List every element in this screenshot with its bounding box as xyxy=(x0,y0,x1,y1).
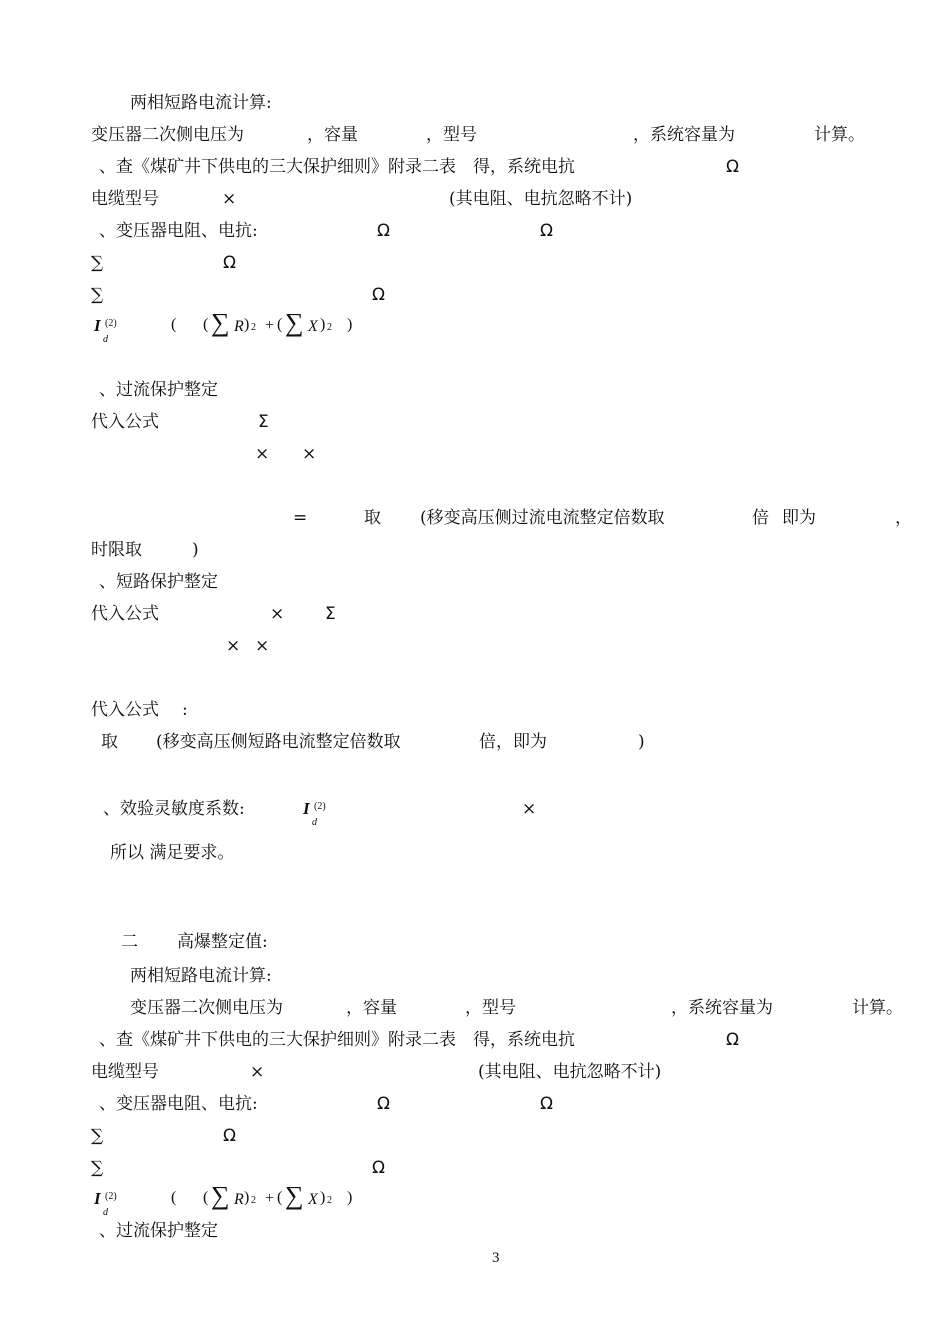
ohm-symbol: Ω xyxy=(223,253,236,273)
formula-x: X xyxy=(308,318,318,335)
ohm-symbol: Ω xyxy=(377,221,390,241)
times-symbol: × xyxy=(270,604,285,624)
times-symbol: × xyxy=(255,444,270,464)
time-limit-label: 时限取 xyxy=(91,540,142,560)
times-symbol: × xyxy=(302,444,317,464)
formula-sup: (2) xyxy=(105,318,117,329)
cable-note: (其电阻、电抗忽略不计) xyxy=(449,189,633,209)
calc-label: 计算。 xyxy=(814,125,865,145)
formula-plus: + xyxy=(265,1190,275,1207)
take-label: 取 xyxy=(364,508,381,528)
overcurrent-note: (移变高压侧过流电流整定倍数取 xyxy=(420,508,665,528)
times-word: 倍，即为 xyxy=(479,732,547,752)
transformer-voltage-label: 变压器二次侧电压为 xyxy=(130,998,283,1018)
formula-sub: d xyxy=(103,1207,108,1218)
ohm-symbol: Ω xyxy=(726,157,739,177)
sigma-icon: ∑ xyxy=(285,1181,304,1210)
formula-r: R xyxy=(234,1191,244,1208)
transformer-capacity-label: ，容量 xyxy=(307,125,358,145)
take-label: 取 xyxy=(101,732,118,752)
overcurrent-title: 、过流保护整定 xyxy=(99,380,218,400)
sensitivity-result: 所以 满足要求。 xyxy=(110,843,235,863)
formula-exp: 2 xyxy=(251,322,256,333)
section2-title: 高爆整定值: xyxy=(177,932,268,952)
ohm-symbol: Ω xyxy=(372,1158,385,1178)
formula-paren: ) xyxy=(320,1189,326,1206)
sum-r-sigma: ∑ xyxy=(91,1126,104,1146)
cable-model-label: 电缆型号 xyxy=(91,1062,159,1082)
overcurrent-title: 、过流保护整定 xyxy=(99,1221,218,1241)
formula-paren: ) xyxy=(244,1189,250,1206)
formula-open-paren: ( xyxy=(171,1189,177,1206)
formula-sub: d xyxy=(312,817,317,828)
times-symbol: × xyxy=(522,799,537,819)
times-word: 倍 xyxy=(752,508,769,528)
formula-i: I xyxy=(94,1189,101,1208)
sum-r-sigma: ∑ xyxy=(91,253,104,273)
formula-sub: d xyxy=(103,334,108,345)
section2-number: 二 xyxy=(121,932,138,952)
page-number: 3 xyxy=(492,1250,500,1266)
formula-close-paren: ) xyxy=(347,316,353,333)
shortcircuit-note: (移变高压侧短路电流整定倍数取 xyxy=(156,732,401,752)
step1-text: 、查《煤矿井下供电的三大保护细则》附录二表 得，系统电抗 xyxy=(99,157,575,177)
system-capacity-label: ，系统容量为 xyxy=(633,125,735,145)
close-paren: ) xyxy=(192,540,199,560)
ohm-symbol: Ω xyxy=(372,285,385,305)
sigma-icon: Σ xyxy=(325,604,336,624)
step1-text: 、查《煤矿井下供电的三大保护细则》附录二表 得，系统电抗 xyxy=(99,1030,575,1050)
sensitivity-formula xyxy=(303,793,343,829)
times-symbol: × xyxy=(222,189,237,209)
formula-r: R xyxy=(234,318,244,335)
colon: : xyxy=(182,700,188,720)
step2-text: 、变压器电阻、电抗: xyxy=(99,221,258,241)
ohm-symbol: Ω xyxy=(377,1094,390,1114)
shortcircuit-title: 、短路保护整定 xyxy=(99,572,218,592)
ohm-symbol: Ω xyxy=(223,1126,236,1146)
formula-close-paren: ) xyxy=(347,1189,353,1206)
sigma-icon: Σ xyxy=(258,412,269,432)
times-symbol: × xyxy=(226,636,241,656)
sigma-icon: ∑ xyxy=(211,1181,230,1210)
formula-sup: (2) xyxy=(314,801,326,812)
ohm-symbol: Ω xyxy=(540,221,553,241)
close-paren: ) xyxy=(638,732,645,752)
formula-paren: ( xyxy=(277,1189,283,1206)
formula-sup: (2) xyxy=(105,1191,117,1202)
cable-model-label: 电缆型号 xyxy=(91,189,159,209)
formula-paren: ( xyxy=(203,316,209,333)
formula-paren: ) xyxy=(244,316,250,333)
times-symbol: × xyxy=(250,1062,265,1082)
times-symbol: × xyxy=(255,636,270,656)
comma: ， xyxy=(895,508,912,528)
sum-x-sigma: ∑ xyxy=(91,1158,104,1178)
is-label: 即为 xyxy=(782,508,816,528)
formula-exp: 2 xyxy=(327,322,332,333)
transformer-voltage-label: 变压器二次侧电压为 xyxy=(91,125,244,145)
sigma-icon: ∑ xyxy=(211,308,230,337)
formula-paren: ( xyxy=(277,316,283,333)
formula-x: X xyxy=(308,1191,318,1208)
formula-label: 代入公式 xyxy=(91,412,159,432)
formula-open-paren: ( xyxy=(171,316,177,333)
short-circuit-formula xyxy=(91,310,391,346)
system-capacity-label: ，系统容量为 xyxy=(671,998,773,1018)
formula-label: 代入公式 xyxy=(91,700,159,720)
section2-heading: 两相短路电流计算: xyxy=(130,966,272,986)
calc-label: 计算。 xyxy=(852,998,903,1018)
ohm-symbol: Ω xyxy=(726,1030,739,1050)
formula-exp: 2 xyxy=(251,1195,256,1206)
step2-text: 、变压器电阻、电抗: xyxy=(99,1094,258,1114)
cable-note: (其电阻、电抗忽略不计) xyxy=(478,1062,662,1082)
ohm-symbol: Ω xyxy=(540,1094,553,1114)
transformer-capacity-label: ，容量 xyxy=(346,998,397,1018)
sum-x-sigma: ∑ xyxy=(91,285,104,305)
formula-plus: + xyxy=(265,317,275,334)
formula-label: 代入公式 xyxy=(91,604,159,624)
formula-paren: ( xyxy=(203,1189,209,1206)
formula-exp: 2 xyxy=(327,1195,332,1206)
sensitivity-title: 、效验灵敏度系数: xyxy=(103,799,245,819)
formula-i: I xyxy=(303,799,310,818)
formula-i: I xyxy=(94,316,101,335)
short-circuit-formula xyxy=(91,1183,391,1219)
sigma-icon: ∑ xyxy=(285,308,304,337)
transformer-model-label: ，型号 xyxy=(465,998,516,1018)
transformer-model-label: ，型号 xyxy=(426,125,477,145)
section1-heading: 两相短路电流计算: xyxy=(130,93,272,113)
equals-symbol: = xyxy=(293,508,308,528)
formula-paren: ) xyxy=(320,316,326,333)
